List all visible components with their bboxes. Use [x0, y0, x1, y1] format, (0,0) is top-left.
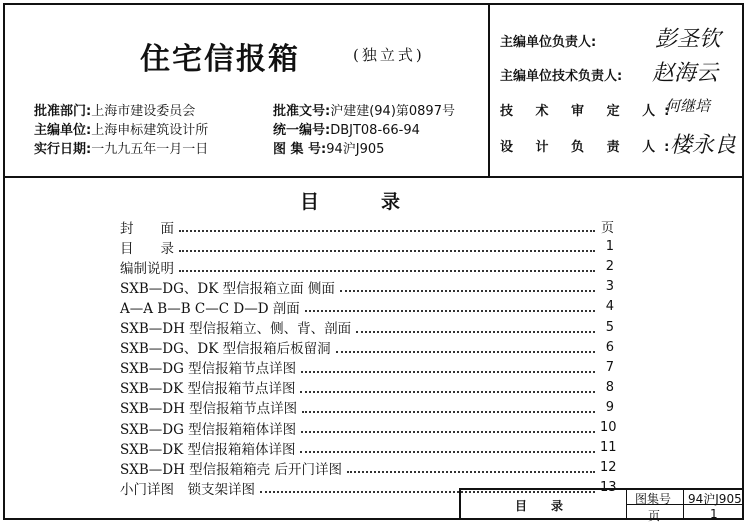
editor-unit — [34, 119, 208, 138]
atlas-no — [273, 138, 384, 157]
title-block-page-value: 1 — [710, 507, 718, 521]
toc-entry-page: 2 — [605, 259, 614, 275]
toc-entry-label: 编制说明 — [120, 260, 174, 277]
approval-no-value: 沪建建(94)第0897号 — [330, 104, 455, 119]
signature-label-tech-chief: 主编单位技术负责人: — [500, 69, 623, 84]
toc-leader-dots — [179, 241, 595, 252]
signature-chief: 彭圣钦 — [655, 27, 722, 52]
toc-leader-dots — [300, 382, 595, 393]
toc-entry-page: 8 — [605, 379, 614, 395]
toc-row — [120, 296, 614, 317]
toc-entry-page: 页 — [600, 221, 614, 236]
atlas-no-label: 图 集 号: — [273, 142, 327, 157]
unified-no-label: 统一编号: — [273, 123, 331, 138]
toc-entry-page: 7 — [605, 359, 614, 375]
toc-leader-dots — [302, 402, 595, 413]
unified-no — [273, 119, 420, 138]
title-block-page-label: 页 — [648, 509, 661, 523]
toc-row — [120, 457, 617, 478]
signature-label-reviewer: 技 术 审 定 人: — [500, 104, 679, 119]
toc-entry-page: 3 — [605, 279, 614, 295]
toc-entry-label: SXB—DG 型信报箱节点详图 — [120, 361, 297, 378]
toc-entry-label: SXB—DH 型信报箱节点详图 — [120, 401, 298, 418]
toc-row — [120, 256, 614, 277]
effective-date-label: 实行日期: — [34, 142, 92, 157]
toc-row — [120, 397, 614, 418]
toc-row — [120, 236, 614, 257]
unified-no-value: DBJT08-66-94 — [330, 123, 420, 138]
effective-date-value: 一九九五年一月一日 — [91, 142, 209, 157]
approval-no-label: 批准文号: — [273, 104, 331, 119]
toc-entry-page: 11 — [600, 440, 617, 456]
atlas-no-value: 94沪J905 — [326, 142, 385, 157]
toc-leader-dots — [340, 281, 595, 292]
editor-unit-value: 上海申标建筑设计所 — [91, 123, 209, 138]
toc-entry-label: A—A B—B C—C D—D 剖面 — [120, 300, 300, 317]
toc-row — [120, 337, 614, 358]
toc-leader-dots — [347, 462, 595, 473]
signature-label-designer: 设 计 负 责 人: — [500, 140, 679, 155]
toc-title: 目录 — [300, 191, 463, 213]
toc-entry-page: 10 — [600, 420, 617, 435]
toc-leader-dots — [300, 442, 595, 453]
signature-reviewer: 何继培 — [665, 97, 711, 115]
signature-divider — [488, 3, 490, 177]
toc-row — [120, 216, 614, 237]
title-block-atlas-label: 图集号 — [635, 492, 672, 506]
approval-dept-label: 批准部门: — [34, 104, 92, 119]
toc-entry-label: SXB—DK 型信报箱箱体详图 — [120, 441, 296, 458]
toc-entry-label: 目 录 — [120, 240, 174, 257]
toc-entry-page: 4 — [605, 299, 614, 315]
approval-dept-value: 上海市建设委员会 — [91, 104, 196, 119]
toc-entry-label: SXB—DH 型信报箱立、侧、背、剖面 — [120, 321, 352, 337]
toc-entry-label: 小门详图 锁支架详图 — [120, 481, 255, 498]
toc-entry-page: 5 — [605, 319, 614, 335]
title-block-name: 目 录 — [515, 499, 564, 513]
toc-row — [120, 417, 617, 438]
toc-leader-dots — [336, 342, 595, 353]
toc-row — [120, 276, 614, 297]
toc-entry-page: 1 — [605, 239, 614, 255]
toc-entry-page: 6 — [605, 339, 614, 355]
toc-row — [120, 437, 617, 458]
toc-entry-label: SXB—DG、DK 型信报箱立面 侧面 — [120, 280, 335, 297]
toc-entry-page: 13 — [600, 480, 617, 496]
signature-label-chief: 主编单位负责人: — [500, 35, 597, 50]
editor-unit-label: 主编单位: — [34, 123, 92, 138]
title-block-atlas-value: 94沪J905 — [688, 492, 742, 506]
signature-tech-chief: 赵海云 — [652, 61, 719, 86]
toc-entry-label: SXB—DG 型信报箱箱体详图 — [120, 421, 297, 438]
approval-dept — [34, 100, 195, 119]
toc-row — [120, 377, 614, 398]
toc-entry-label: SXB—DK 型信报箱节点详图 — [120, 381, 296, 398]
toc-entry-label: SXB—DH 型信报箱箱壳 后开门详图 — [120, 461, 342, 478]
toc-row — [120, 317, 614, 338]
approval-no — [273, 100, 455, 119]
signature-designer: 楼永良 — [670, 133, 737, 158]
toc-leader-dots — [179, 261, 595, 272]
toc-entry-label: 封 面 — [120, 220, 174, 237]
header-divider — [3, 176, 744, 178]
page-subtitle: (独立式) — [353, 46, 425, 64]
page-title: 住宅信报箱 — [140, 42, 300, 77]
toc-leader-dots — [179, 221, 595, 232]
toc-row — [120, 357, 614, 378]
toc-entry-label: SXB—DG、DK 型信报箱后板留洞 — [120, 341, 331, 358]
effective-date — [34, 138, 208, 157]
toc-leader-dots — [356, 322, 595, 333]
toc-leader-dots — [305, 301, 595, 312]
toc-leader-dots — [301, 422, 595, 433]
toc-leader-dots — [301, 362, 595, 373]
toc-entry-page: 12 — [600, 460, 617, 476]
toc-entry-page: 9 — [605, 399, 614, 415]
